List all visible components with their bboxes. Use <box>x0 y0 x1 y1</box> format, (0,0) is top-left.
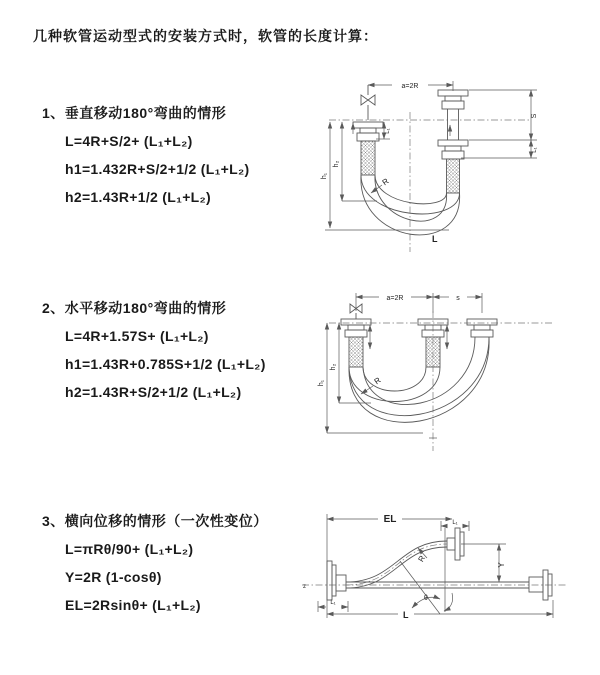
section-2-formula-h2: h2=1.43R+S/2+1/2 (L₁+L₂) <box>65 384 242 400</box>
left-flange-assembly <box>341 319 371 367</box>
section-3 <box>42 514 268 613</box>
valve-icon <box>361 85 375 120</box>
dim-bottom <box>318 600 553 618</box>
dim-label-r: R <box>416 553 428 564</box>
dim-label-r: R <box>380 176 391 188</box>
dim-label-r: R <box>372 375 383 387</box>
left-flange <box>327 561 346 600</box>
section-3-formula-l: L=πRθ/90+ (L₁+L₂) <box>65 541 194 557</box>
diagram-lateral-displacement <box>300 498 600 646</box>
dim-label-l1-bottom: L₁ <box>330 600 336 606</box>
dim-label-y: Y <box>497 562 506 568</box>
label-theta: θ <box>424 595 428 602</box>
section-2-formula-l: L=4R+1.57S+ (L₁+L₂) <box>65 328 209 344</box>
section-1-formula-l: L=4R+S/2+ (L₁+L₂) <box>65 133 193 149</box>
braid-section <box>361 141 375 175</box>
section-1 <box>42 106 250 205</box>
dim-label-h1: h₁ <box>318 379 325 387</box>
dim-label-h1: h₁ <box>321 172 328 180</box>
braid-section <box>447 159 460 193</box>
dim-label-l: L <box>432 234 438 244</box>
section-1-heading: 1、垂直移动180°弯曲的情形 <box>42 105 227 121</box>
dimension-lines <box>325 90 537 230</box>
dim-label-el: EL <box>383 514 397 525</box>
right-flange-assembly <box>467 319 497 337</box>
right-flange-assembly <box>438 90 468 193</box>
section-1-formula-h1: h1=1.432R+S/2+1/2 (L₁+L₂) <box>65 161 250 177</box>
dim-label-h2: h₂ <box>330 363 337 371</box>
dim-label-s: s <box>456 295 460 302</box>
section-2 <box>42 301 266 400</box>
dim-label-a2r: a=2R <box>386 295 404 302</box>
dim-label-s: S <box>531 113 538 119</box>
left-flange-assembly <box>353 122 383 175</box>
section-3-formula-y: Y=2R (1-cosθ) <box>65 569 162 585</box>
dim-label-l: L <box>403 610 409 620</box>
diagram-vertical-180-bend <box>313 72 548 260</box>
braid-section <box>349 337 363 367</box>
section-1-formula-h2: h2=1.43R+1/2 (L₁+L₂) <box>65 189 212 205</box>
section-2-formula-h1: h1=1.43R+0.785S+1/2 (L₁+L₂) <box>65 356 266 372</box>
centerline-z-mark: z <box>303 584 306 590</box>
hose-u-bends <box>349 337 489 422</box>
dim-label-l1-left: L₁ <box>385 128 391 134</box>
section-3-heading: 3、横向位移的情形（一次性变位） <box>42 513 268 529</box>
dim-label-l1-right: L₁ <box>532 147 538 153</box>
dim-label-a2r: a=2R <box>401 83 419 90</box>
dim-el <box>327 514 452 618</box>
dim-a2r-s <box>356 293 482 313</box>
dim-label-l1-top: L₁ <box>452 520 458 526</box>
diagram-horizontal-180-bend <box>313 283 568 463</box>
page-title: 几种软管运动型式的安装方式时，软管的长度计算： <box>33 28 378 44</box>
hose-s-curve <box>346 541 447 588</box>
dim-label-h2: h₂ <box>333 160 340 168</box>
section-2-heading: 2、水平移动180°弯曲的情形 <box>42 300 227 316</box>
section-3-formula-el: EL=2Rsinθ+ (L₁+L₂) <box>65 597 201 613</box>
braid-section <box>426 337 440 367</box>
